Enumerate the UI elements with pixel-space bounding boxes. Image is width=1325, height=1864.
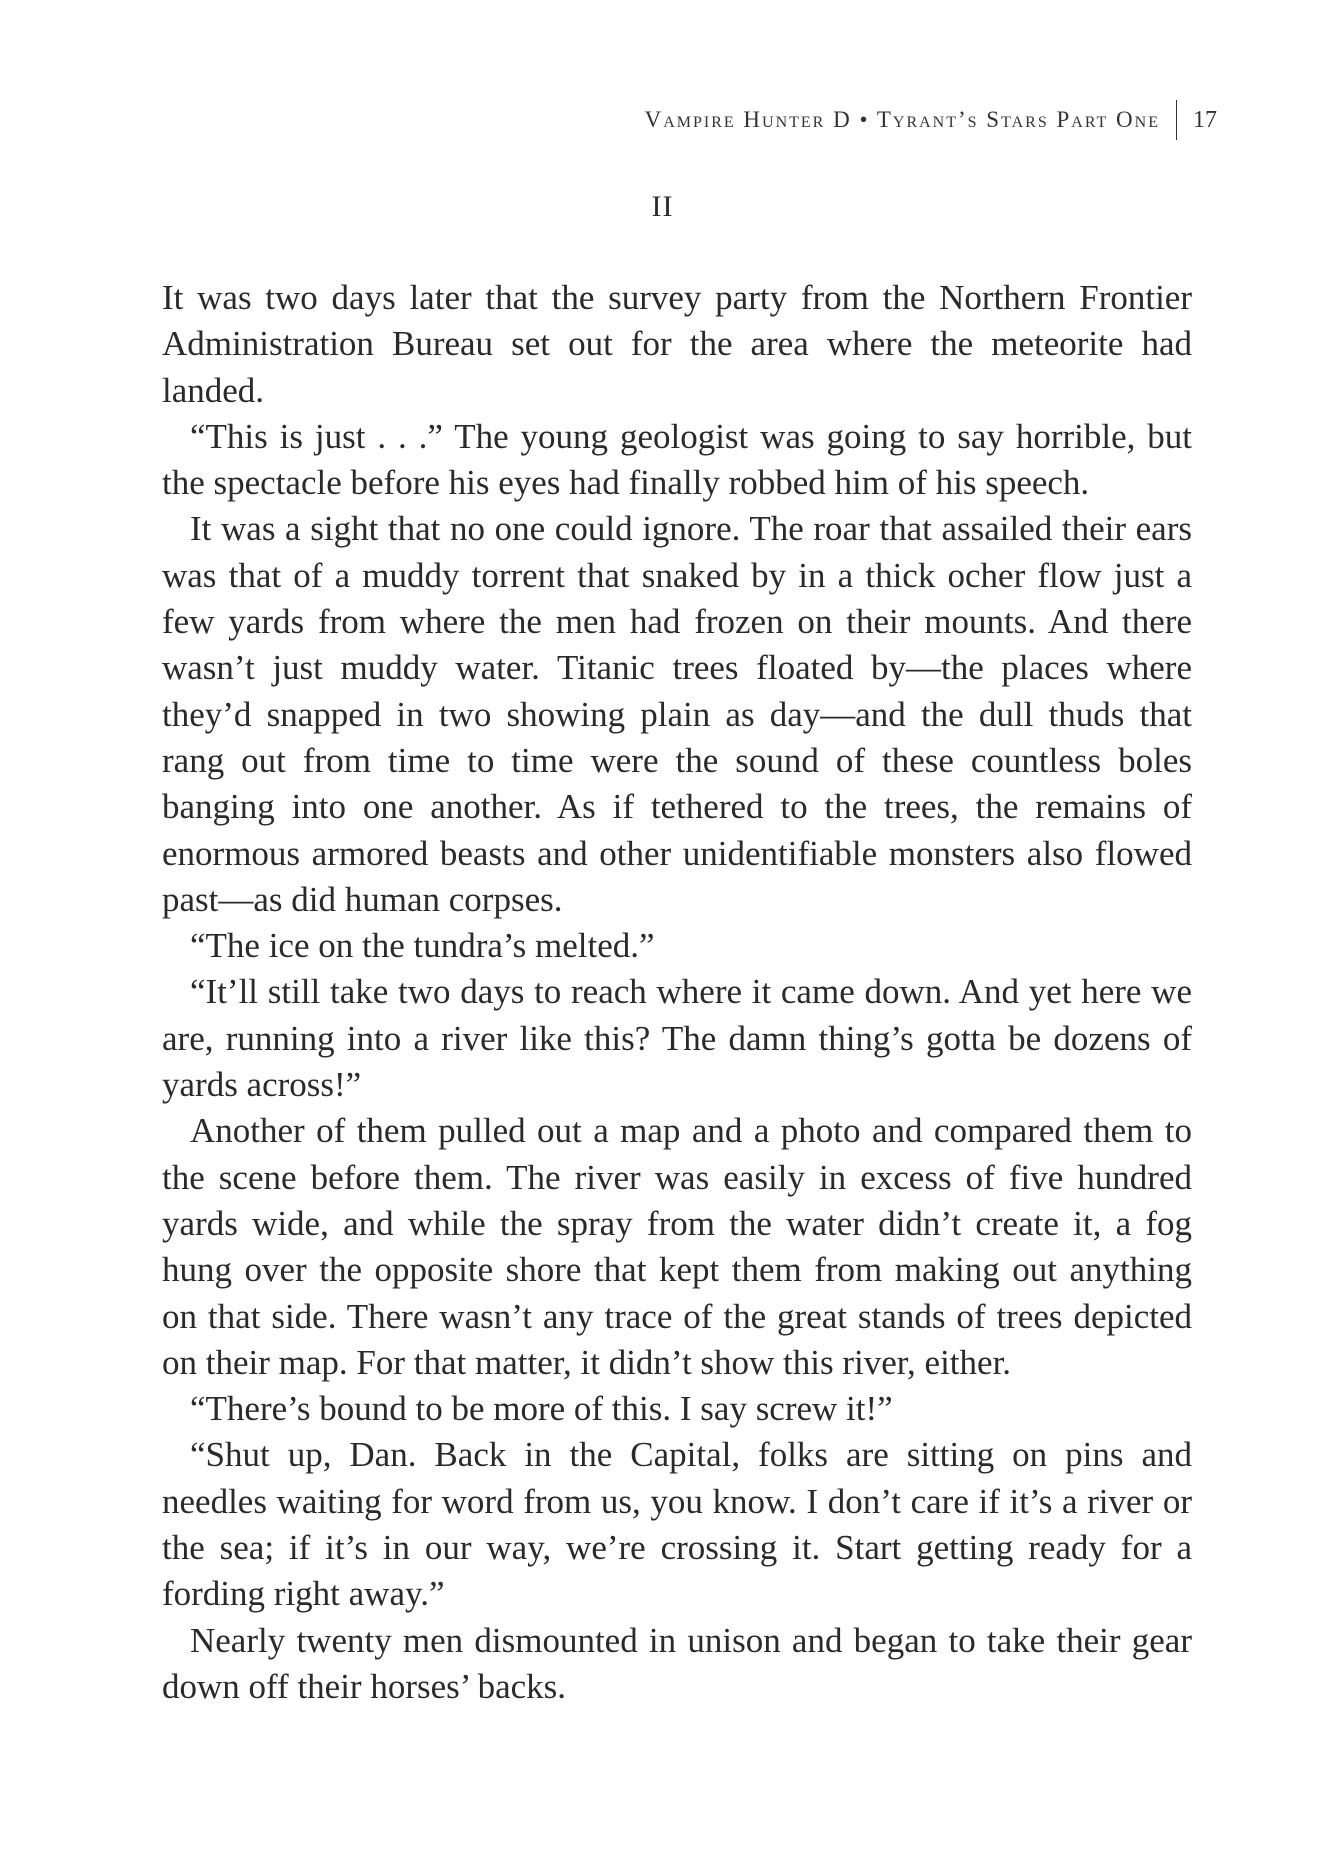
paragraph: Another of them pulled out a map and a photo and compared them to the scene before them. The river was easily in excess of five hundred yards wide, and while the spray from the water didn’t create it, a fog hung over the opposite shore that kept them from making out anything on that side. There wasn’t any trace of the great stands of trees depicted on their map. For that matter, it didn’t show this river, either. [162,1111,1192,1382]
running-header-title: Vampire Hunter D • Tyrant’s Stars Part One [644,107,1160,132]
paragraph: “It’ll still take two days to reach where it came down. And yet here we are, running into a river like this? The damn thing’s gotta be dozens of yards across!” [162,972,1192,1105]
paragraph: “This is just . . .” The young geologist was going to say horrible, but the spectacle before his eyes had finally robbed him of his speech. [162,416,1192,503]
section-heading: II [651,190,674,223]
paragraph: It was a sight that no one could ignore. The roar that assailed their ears was that of a muddy torrent that snaked by in a thick ocher flow just a few yards from where the men had frozen on their mounts. And there wasn’t just muddy water. Titanic trees floated by—the places where they’d snapped in two showing plain as day—and the dull thuds that rang out from time to time were the sound of these countless boles banging into one another. As if tethered to the trees, the remains of enormous armored beasts and other unidentifiable monsters also flowed past—as did human corpses. [162,509,1192,919]
body-text [162,275,1192,1710]
paragraph: “The ice on the tundra’s melted.” [190,926,655,966]
paragraph: It was two days later that the survey party from the Northern Frontier Administration Bureau set out for the area where the meteorite had landed. [162,278,1192,410]
header-divider [1176,100,1177,140]
running-header [645,100,1217,140]
page-number: 17 [1193,106,1217,133]
paragraph: Nearly twenty men dismounted in unison and began to take their gear down off their horses’ backs. [162,1620,1192,1706]
paragraph: “There’s bound to be more of this. I say screw it!” [190,1389,893,1429]
paragraph: “Shut up, Dan. Back in the Capital, folks are sitting on pins and needles waiting for word from us, you know. I don’t care if it’s a river or the sea; if it’s in our way, we’re crossing it. Start getting ready for a fording right away.” [162,1435,1192,1614]
